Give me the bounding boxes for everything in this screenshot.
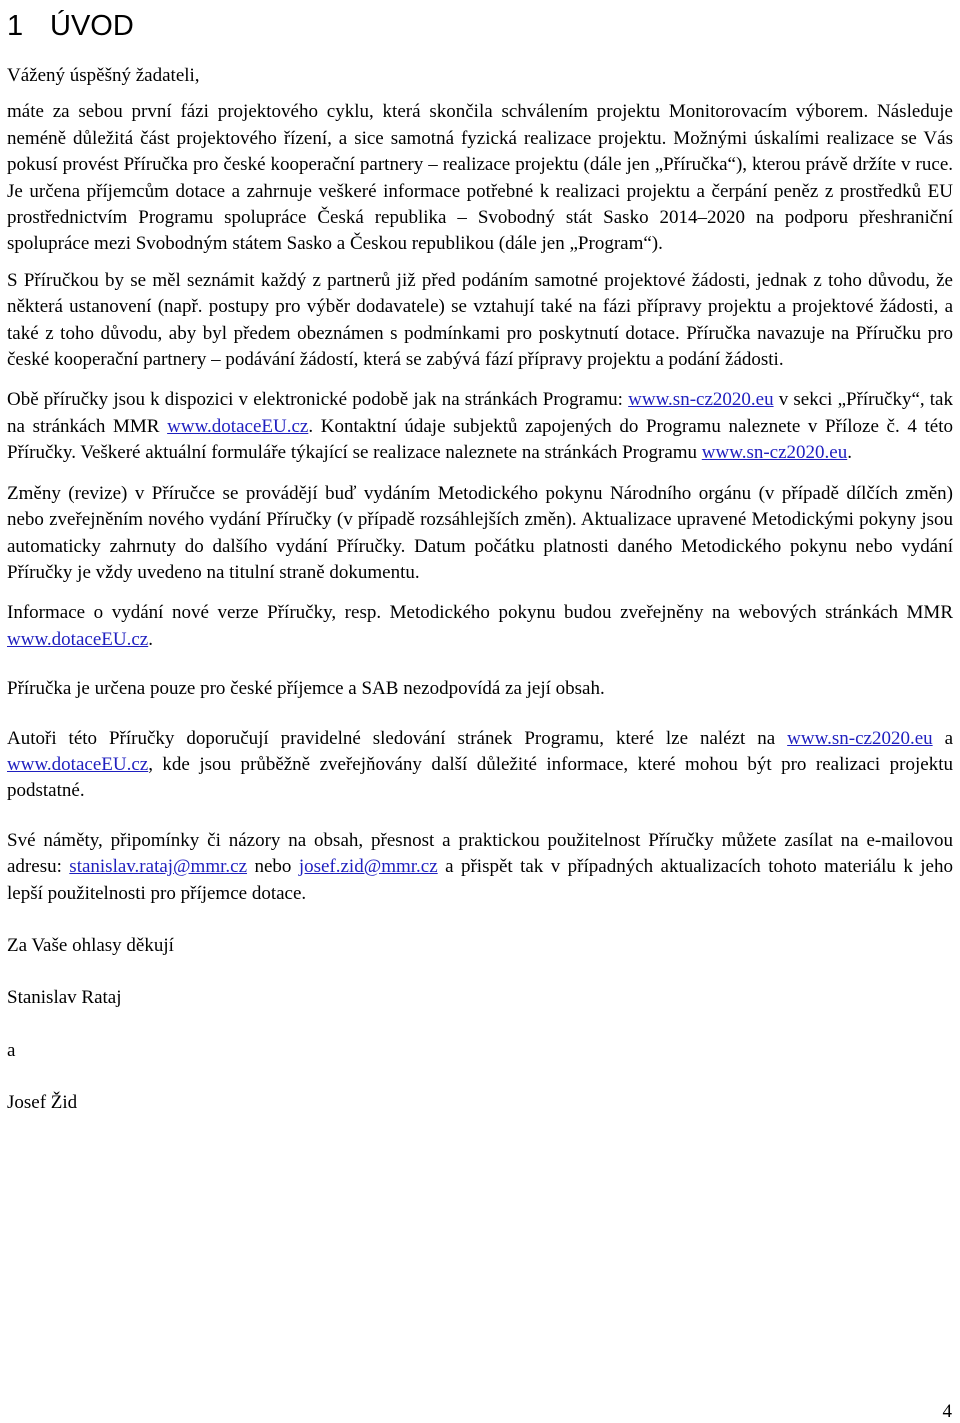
- signer-conjunction: a: [7, 1039, 16, 1061]
- section-title: ÚVOD: [50, 10, 134, 42]
- paragraph-intro: máte za sebou první fázi projektového cyklu, která skončila schválením projektu Monitorovacím výborem. Následuje neméně důležitá část projektového řízení, a sice samotná fyzická realizace projektu. Možnými úskalími realizace se Vás pokusí provést Příručka pro české kooperační partnery – realizace projektu (dále jen „Příručka“), kterou právě držíte v ruce. Je určena příjemcům dotace a zahrnuje veškeré informace potřebné k realizaci projektu a čerpání peněz z prostředků EU prostřednictvím Programu spolupráce Česká republika – Svobodný stát Sasko 2014–2020 na podporu přeshraniční spolupráce mezi Svobodným státem Sasko a Českou republikou (dále jen „Program“).: [7, 101, 953, 255]
- section-number: 1: [7, 10, 24, 42]
- signer-name: Stanislav Rataj: [7, 987, 122, 1009]
- closing-line: Za Vaše ohlasy děkují: [7, 934, 174, 956]
- paragraph-revisions: Změny (revize) v Příručce se provádějí buď vydáním Metodického pokynu Národního orgánu (v případě dílčích změn) nebo zveřejněním nového vydání Příručky (v případě rozsáhlejších změn). Aktualizace upravené Metodickými pokyny jsou automaticky zahrnuty do dalšího vydání Příručky. Datum počátku platnosti daného Metodického pokynu nebo vydání Příručky je vždy uvedeno na titulní straně dokumentu.: [7, 482, 953, 583]
- email-link-zid[interactable]: josef.zid@mmr.cz: [298, 856, 438, 878]
- salutation: Vážený úspěšný žadateli,: [7, 65, 200, 86]
- paragraph-recommendation: Autoři této Příručky doporučují pravidelné sledování stránek Programu, které lze nalézt na www.sn-cz2020.eu a www.dotaceEU.cz, kde jsou průběžně zveřejňovány další důležité informace, které mohou být pro realizaci projektu podstatné.: [7, 727, 954, 802]
- section-heading: [7, 6, 953, 46]
- link-dotaceeu[interactable]: www.dotaceEU.cz: [167, 415, 309, 437]
- paragraph-availability: Obě příručky jsou k dispozici v elektronické podobě jak na stránkách Programu: www.sn-cz2020.eu v sekci „Příručky“, tak na stránkách MMR www.dotaceEU.cz. Kontaktní údaje subjektů zapojených do Programu naleznete v Příloze č. 4 této Příručky. Veškeré aktuální formuláře týkající se realizace naleznete na stránkách Programu www.sn-cz2020.eu.: [7, 389, 953, 464]
- signer-name: Josef Žid: [7, 1092, 78, 1114]
- paragraph-disclaimer: Příručka je určena pouze pro české příjemce a SAB nezodpovídá za její obsah.: [7, 678, 605, 700]
- link-sn-cz2020[interactable]: www.sn-cz2020.eu: [701, 442, 848, 464]
- page-number: 4: [942, 1401, 952, 1422]
- email-link-rataj[interactable]: stanislav.rataj@mmr.cz: [69, 856, 248, 878]
- paragraph-feedback: Své náměty, připomínky či názory na obsah, přesnost a praktickou použitelnost Příručky můžete zasílat na e-mailovou adresu: stanislav.rataj@mmr.cz nebo josef.zid@mmr.cz a přispět tak v případných aktualizacích tohoto materiálu k jeho lepší použitelnosti pro příjemce dotace.: [7, 829, 953, 904]
- link-dotaceeu[interactable]: www.dotaceEU.cz: [7, 628, 149, 650]
- link-sn-cz2020[interactable]: www.sn-cz2020.eu: [787, 727, 933, 749]
- document-page: [7, 0, 953, 1117]
- paragraph-familiarization: S Příručkou by se měl seznámit každý z partnerů již před podáním samotné projektové žádosti, jednak z toho důvodu, že některá ustanovení (např. postupy pro výběr dodavatele) se vztahují také na fázi přípravy projektu a projektové žádosti, a také z toho důvodu, aby byl předem obeznámen s podmínkami pro poskytnutí dotace. Příručka navazuje na Příručku pro české kooperační partnery – podávání žádostí, která se zabývá fází přípravy projektu a podání žádosti.: [7, 269, 953, 371]
- paragraph-new-version: Informace o vydání nové verze Příručky, resp. Metodického pokynu budou zveřejněny na webových stránkách MMR www.dotaceEU.cz.: [7, 602, 953, 650]
- link-dotaceeu[interactable]: www.dotaceEU.cz: [7, 753, 149, 775]
- link-sn-cz2020[interactable]: www.sn-cz2020.eu: [628, 389, 774, 411]
